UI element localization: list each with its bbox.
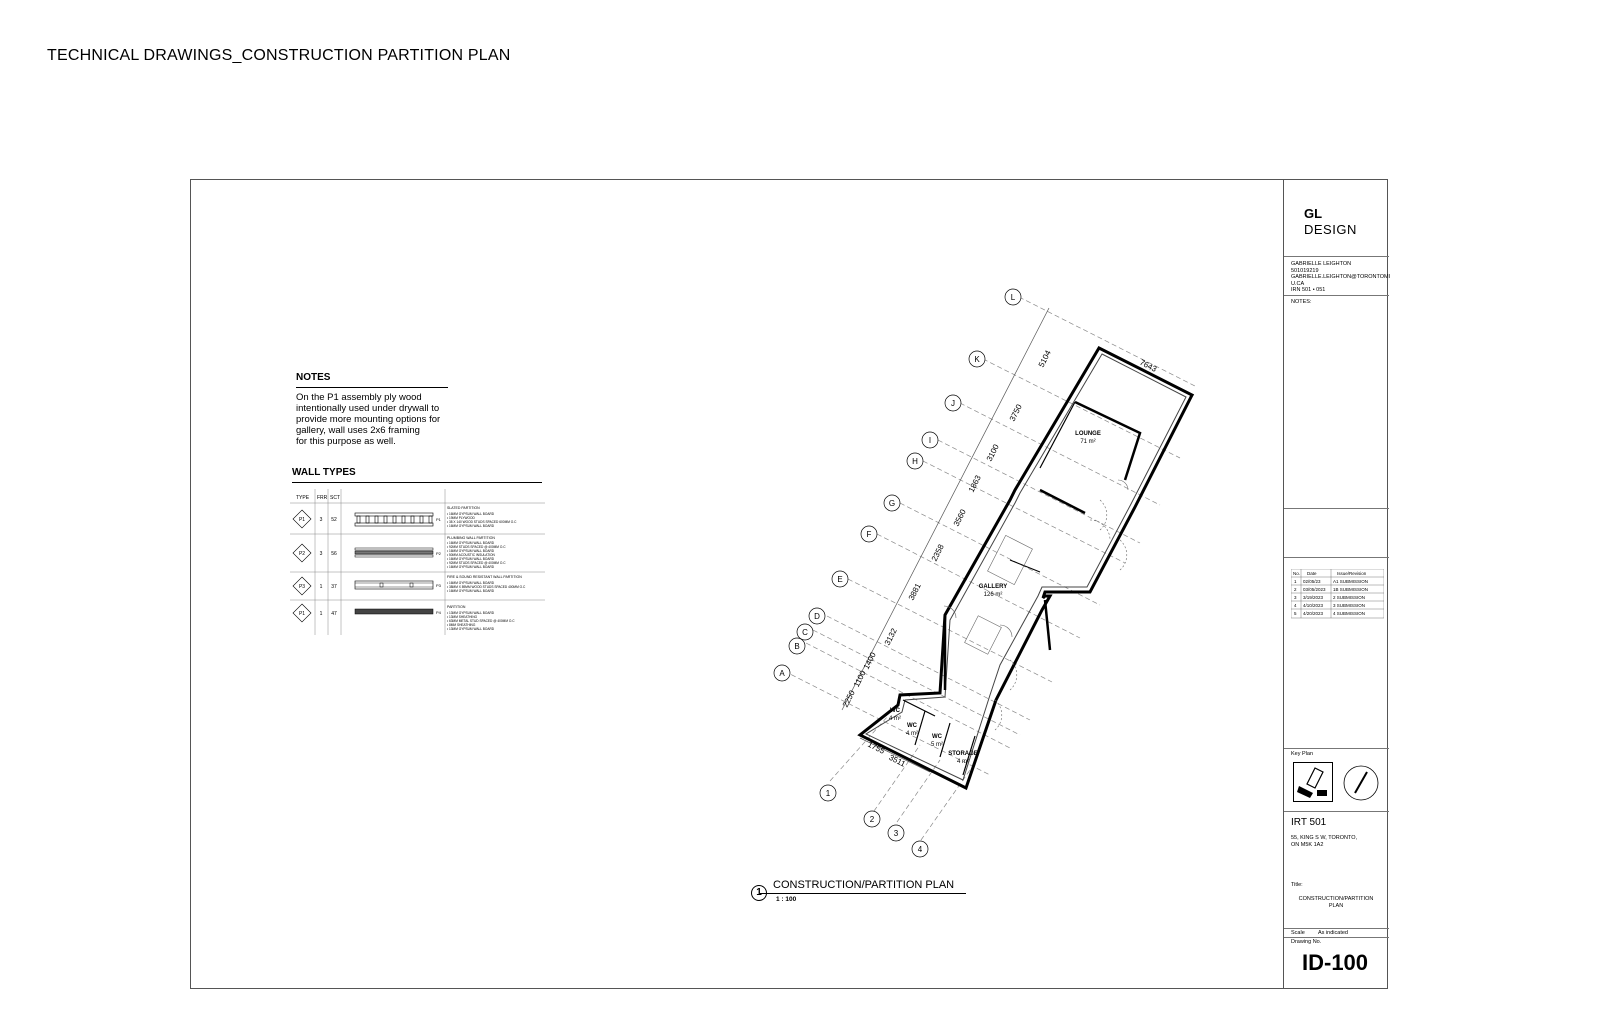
svg-text:• 92MM STUDS SPACED @ 400MM O.: • 92MM STUDS SPACED @ 400MM O.C [447, 561, 506, 565]
dimension-label: 2358 [929, 542, 946, 563]
room-area: 71 m² [1080, 439, 1096, 445]
grid-bubble [888, 825, 904, 841]
grid-bubble [969, 351, 985, 367]
svg-text:No.: No. [1293, 571, 1301, 576]
svg-text:P2: P2 [298, 551, 306, 557]
wall-types-title: WALL TYPES [292, 467, 356, 478]
svg-text:1: 1 [319, 611, 323, 617]
svg-text:K: K [974, 355, 980, 364]
svg-text:2 SUBMISSION: 2 SUBMISSION [1333, 595, 1366, 600]
drawing-no-label: Drawing No. [1291, 939, 1322, 945]
svg-text:03/05/2023: 03/05/2023 [1303, 587, 1326, 592]
grid-bubble [884, 495, 900, 511]
svg-text:3 SUBMISSION: 3 SUBMISSION [1333, 603, 1366, 608]
key-plan-label: Key Plan [1291, 751, 1314, 757]
svg-text:2: 2 [1294, 587, 1297, 592]
grid-bubble [789, 638, 805, 654]
header-sct: SCT [330, 495, 340, 501]
room-area: 5 m² [931, 742, 943, 748]
room-name: WC [907, 723, 917, 729]
project-name: IRT 501 [1291, 817, 1327, 828]
room-name: LOUNGE [1075, 431, 1101, 437]
svg-text:G: G [888, 499, 896, 508]
svg-text:Issue/Revision: Issue/Revision [1337, 571, 1367, 576]
svg-text:• 13MM GYPSUM WALL BOARD: • 13MM GYPSUM WALL BOARD [447, 611, 495, 615]
drawing-number: ID-100 [1302, 950, 1369, 975]
grid-bubble [907, 453, 923, 469]
svg-text:P2: P2 [436, 551, 441, 556]
svg-text:1: 1 [1294, 579, 1297, 584]
svg-text:C: C [802, 628, 808, 637]
room-area: 4 m² [889, 716, 901, 722]
notes-line: intentionally used under drywall to [296, 403, 440, 414]
svg-text:A: A [779, 669, 785, 678]
dimension-label: 1100 [851, 669, 868, 689]
plan-scale: 1 : 100 [776, 896, 797, 903]
header-frr: FRR [317, 495, 328, 501]
building-walls [860, 348, 1192, 788]
grid-bubble [1005, 289, 1021, 305]
svg-text:• 16MM GYPSUM WALL BOARD: • 16MM GYPSUM WALL BOARD [447, 565, 495, 569]
grid-bubble [945, 395, 961, 411]
svg-text:E: E [837, 575, 843, 584]
svg-text:• 38MM X 89MM WOOD STUDS SPACE: • 38MM X 89MM WOOD STUDS SPACED 400MM O.C [447, 585, 526, 589]
svg-text:P1: P1 [298, 611, 306, 617]
grid-bubble [861, 526, 877, 542]
plan-number: 1 [751, 885, 767, 901]
svg-text:PARTITION: PARTITION [447, 605, 466, 609]
notes-line: gallery, wall uses 2x6 framing [296, 425, 420, 436]
svg-text:P1: P1 [298, 517, 306, 523]
svg-text:• 16MM GYPSUM WALL BOARD: • 16MM GYPSUM WALL BOARD [447, 512, 495, 516]
scale-label: Scale [1291, 930, 1305, 936]
svg-text:• 63MM METAL STUD SPACED @ 400: • 63MM METAL STUD SPACED @ 400MM O.C [447, 619, 515, 623]
notes-title: NOTES [296, 372, 331, 383]
room-name: WC [890, 708, 900, 714]
svg-text:• 50MM ACOUSTIC INSULATION: • 50MM ACOUSTIC INSULATION [447, 553, 495, 557]
svg-text:• 16MM GYPSUM WALL BOARD: • 16MM GYPSUM WALL BOARD [447, 557, 495, 561]
north-arrow-icon [1342, 764, 1380, 802]
grid-bubble [864, 811, 880, 827]
notes-line: On the P1 assembly ply wood [296, 392, 422, 403]
title-block [1283, 179, 1391, 989]
room-area: 126 m² [983, 592, 1003, 598]
svg-text:1: 1 [825, 789, 831, 798]
room-name: STORAGE [948, 751, 978, 757]
grid-bubble [774, 665, 790, 681]
scale-value: As indicated [1318, 930, 1348, 936]
page-title: TECHNICAL DRAWINGS_CONSTRUCTION PARTITION PLAN [47, 47, 511, 64]
svg-text:Date: Date [1307, 571, 1317, 576]
dimension-label: 1863 [966, 473, 983, 494]
svg-text:• 16MM GYPSUM WALL BOARD: • 16MM GYPSUM WALL BOARD [447, 541, 495, 545]
svg-text:4 SUBMISSION: 4 SUBMISSION [1333, 611, 1366, 616]
svg-text:4: 4 [917, 845, 923, 854]
svg-text:F: F [866, 530, 872, 539]
svg-text:PLUMBING WALL PARTITION: PLUMBING WALL PARTITION [447, 536, 495, 540]
svg-text:H: H [912, 457, 918, 466]
svg-text:• 38 X 140 WOOD STUDS SPACED 6: • 38 X 140 WOOD STUDS SPACED 600MM O.C [447, 520, 517, 524]
svg-text:B: B [794, 642, 800, 651]
dimension-label: 5104 [1036, 348, 1053, 369]
svg-text:I: I [928, 436, 932, 445]
svg-text:• 16MM GYPSUM WALL BOARD: • 16MM GYPSUM WALL BOARD [447, 589, 495, 593]
dimension-label: 2250 [840, 688, 857, 709]
dimension-label: 3750 [1007, 402, 1024, 423]
svg-text:3: 3 [1294, 595, 1297, 600]
dimension-label: 3100 [984, 442, 1001, 463]
svg-text:P3: P3 [436, 583, 441, 588]
svg-text:P4: P4 [436, 610, 441, 615]
svg-text:1B SUBMISSION: 1B SUBMISSION [1333, 587, 1369, 592]
company-name-line2: DESIGN [1304, 222, 1357, 237]
title-label: Title: [1291, 882, 1303, 888]
dimension-label: 1400 [861, 650, 878, 671]
project-address: 55, KING S W, TORONTO, ON M5K 1A2 [1291, 835, 1358, 848]
svg-text:• 16MM GYPSUM WALL BOARD: • 16MM GYPSUM WALL BOARD [447, 581, 495, 585]
grid-bubble [809, 608, 825, 624]
room-name: GALLERY [978, 584, 1008, 590]
notes-line: provide more mounting options for [296, 414, 441, 425]
notes-line: for this purpose as well. [296, 436, 396, 447]
svg-text:4: 4 [1294, 603, 1297, 608]
company-name-line1: GL [1304, 206, 1323, 221]
svg-text:• 19MM PLYWOOD: • 19MM PLYWOOD [447, 516, 475, 520]
svg-text:• 16MM GYPSUM WALL BOARD: • 16MM GYPSUM WALL BOARD [447, 549, 495, 553]
svg-text:L: L [1010, 293, 1016, 302]
svg-text:3: 3 [319, 551, 323, 557]
room-area: 4 m² [957, 759, 969, 765]
svg-text:SLATED PARTITION: SLATED PARTITION [447, 506, 480, 510]
svg-text:5: 5 [1294, 611, 1297, 616]
svg-text:D: D [814, 612, 820, 621]
room-area: 4 m² [906, 731, 918, 737]
svg-text:A1 SUBMISSION: A1 SUBMISSION [1333, 579, 1369, 584]
svg-text:52: 52 [331, 517, 337, 523]
svg-text:• 16MM GYPSUM WALL BOARD: • 16MM GYPSUM WALL BOARD [447, 524, 495, 528]
grid-bubble [922, 432, 938, 448]
dimension-label: 7643 [1138, 357, 1159, 374]
svg-text:56: 56 [331, 551, 337, 557]
svg-text:P1: P1 [436, 517, 441, 522]
svg-text:47: 47 [331, 611, 337, 617]
revisions-table [1291, 569, 1384, 619]
contact-info: GABRIELLE LEIGHTON 501019219 GABRIELLE.LEIGHTON@TORONTOMI U.CA IRN 501 • 051 [1291, 261, 1391, 293]
dimension-label: 3511 [887, 752, 907, 769]
dimension-label: 3560 [951, 507, 968, 528]
header-type: TYPE [296, 495, 310, 501]
grid-bubble [832, 571, 848, 587]
plan-title-rule [760, 893, 966, 894]
svg-text:J: J [951, 399, 955, 408]
svg-text:3/19/2023: 3/19/2023 [1303, 595, 1324, 600]
svg-text:2: 2 [869, 815, 875, 824]
grid-bubble [820, 785, 836, 801]
svg-text:02/05/23: 02/05/23 [1303, 579, 1321, 584]
key-plan-icon [1293, 762, 1333, 802]
svg-text:• 13MM SHEATHING: • 13MM SHEATHING [447, 615, 478, 619]
svg-text:3: 3 [893, 829, 899, 838]
grid-bubble [912, 841, 928, 857]
svg-text:FIRE & SOUND RESISTANT WALL PA: FIRE & SOUND RESISTANT WALL PARTITION [447, 575, 522, 579]
room-name: WC [932, 734, 942, 740]
svg-text:• 92MM STUDS SPACED @ 400MM O.: • 92MM STUDS SPACED @ 400MM O.C [447, 545, 506, 549]
dimension-label: 3132 [882, 626, 899, 647]
dimension-label: 3881 [906, 581, 923, 602]
grid-bubble [797, 624, 813, 640]
svg-text:4/20/2023: 4/20/2023 [1303, 611, 1324, 616]
svg-text:37: 37 [331, 584, 337, 590]
plan-title: CONSTRUCTION/PARTITION PLAN [773, 879, 955, 891]
svg-text:• 13MM GYPSUM WALL BOARD: • 13MM GYPSUM WALL BOARD [447, 627, 495, 631]
svg-text:4/10/2023: 4/10/2023 [1303, 603, 1324, 608]
svg-text:1: 1 [319, 584, 323, 590]
notes-label: NOTES: [1291, 299, 1312, 305]
dimension-label: 1755 [866, 739, 887, 756]
svg-text:P3: P3 [298, 584, 306, 590]
svg-text:3: 3 [319, 517, 323, 523]
drawing-title: CONSTRUCTION/PARTITION PLAN [1298, 896, 1374, 909]
svg-text:• 8MM SHEATHING: • 8MM SHEATHING [447, 623, 476, 627]
